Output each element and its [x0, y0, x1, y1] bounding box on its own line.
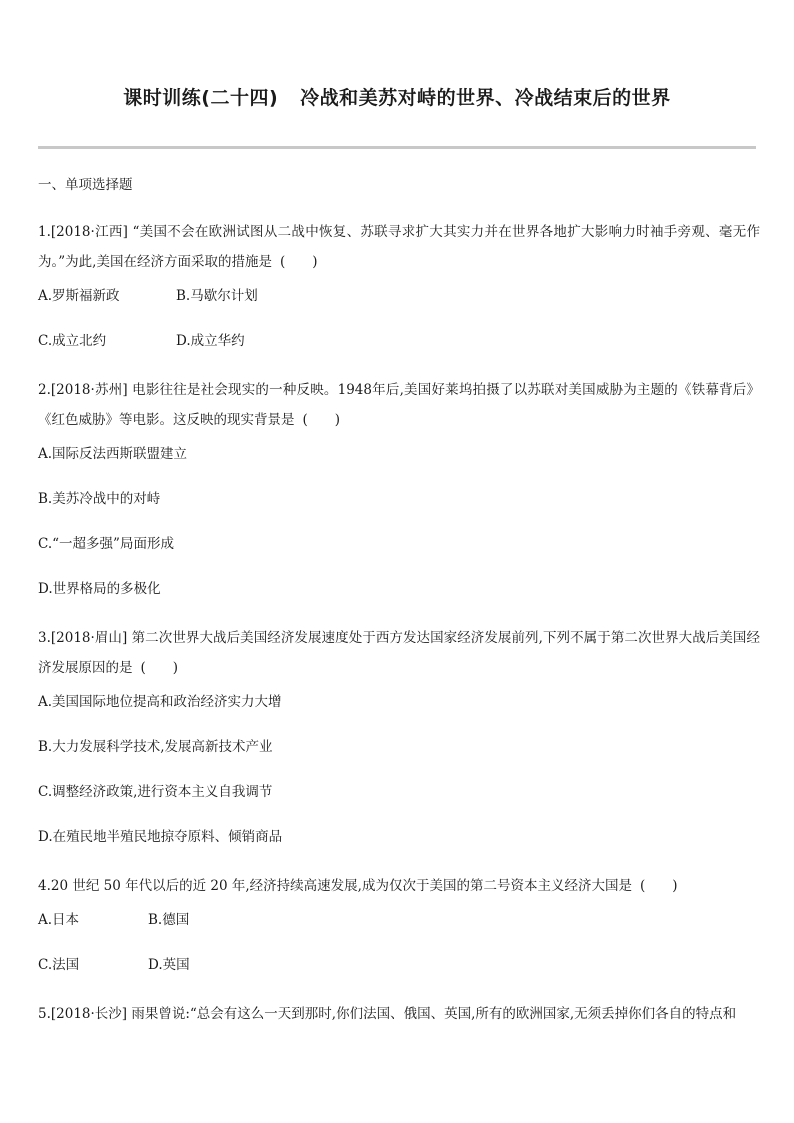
answer-blank: ( ) [140, 660, 179, 676]
question-stem [38, 623, 760, 683]
title-divider [38, 146, 756, 149]
question-stem-text: 2.[2018·苏州] 电影往往是社会现实的一种反映。1948年后,美国好莱坞拍摄了以苏联对美国威胁为主题的《铁幕背后》《红色威胁》等电影。这反映的现实背景是 [38, 382, 760, 428]
answer-blank: ( ) [279, 254, 318, 270]
question-stem-text: 1.[2018·江西] “美国不会在欧洲试图从二战中恢复、苏联寻求扩大其实力并在世界各地扩大影响力时袖手旁观、毫无作为。”为此,美国在经济方面采取的措施是 [38, 224, 760, 270]
option-d[interactable]: D.英国 [148, 957, 190, 973]
option-c[interactable]: C.法国 [38, 957, 80, 973]
question-4 [38, 871, 760, 976]
question-stem [38, 871, 760, 901]
answer-blank: ( ) [639, 878, 678, 894]
option-row [38, 533, 760, 555]
option-row [38, 736, 760, 758]
option-row [38, 691, 760, 713]
option-c[interactable]: C.调整经济政策,进行资本主义自我调节 [38, 784, 273, 800]
question-5 [38, 999, 760, 1029]
option-b[interactable]: B.德国 [148, 912, 190, 928]
question-1 [38, 217, 760, 352]
option-c[interactable]: C.“一超多强”局面形成 [38, 536, 174, 552]
option-b[interactable]: B.马歇尔计划 [176, 288, 258, 304]
option-row [38, 578, 760, 600]
option-row [38, 781, 760, 803]
option-row [38, 443, 760, 465]
option-d[interactable]: D.在殖民地半殖民地掠夺原料、倾销商品 [38, 829, 283, 845]
question-stem [38, 217, 760, 277]
question-stem-text: 4.20 世纪 50 年代以后的近 20 年,经济持续高速发展,成为仅次于美国的第二号资本主义经济大国是 [38, 878, 632, 894]
question-stem-text: 3.[2018·眉山] 第二次世界大战后美国经济发展速度处于西方发达国家经济发展前列,下列不属于第二次世界大战后美国经济发展原因的是 [38, 630, 760, 676]
question-2 [38, 375, 760, 600]
page-title [0, 83, 794, 110]
option-row [38, 954, 760, 976]
section-heading: 一、单项选择题 [38, 177, 133, 193]
option-b[interactable]: B.大力发展科学技术,发展高新技术产业 [38, 739, 273, 755]
answer-blank: ( ) [302, 412, 341, 428]
option-a[interactable]: A.日本 [38, 912, 80, 928]
question-stem [38, 999, 760, 1029]
option-a[interactable]: A.罗斯福新政 [38, 288, 120, 304]
option-b[interactable]: B.美苏冷战中的对峙 [38, 491, 161, 507]
document-body [38, 174, 760, 1037]
option-d[interactable]: D.世界格局的多极化 [38, 581, 161, 597]
option-row [38, 285, 760, 307]
page-title-series: 课时训练(二十四) [123, 87, 279, 109]
page-title-topic: 冷战和美苏对峙的世界、冷战结束后的世界 [300, 87, 671, 109]
question-stem [38, 375, 760, 435]
question-3 [38, 623, 760, 848]
option-c[interactable]: C.成立北约 [38, 333, 107, 349]
option-a[interactable]: A.美国国际地位提高和政治经济实力大增 [38, 694, 282, 710]
option-d[interactable]: D.成立华约 [176, 333, 245, 349]
option-row [38, 826, 760, 848]
option-a[interactable]: A.国际反法西斯联盟建立 [38, 446, 188, 462]
option-row [38, 909, 760, 931]
option-row [38, 330, 760, 352]
question-stem-text: 5.[2018·长沙] 雨果曾说:“总会有这么一天到那时,你们法国、俄国、英国,所有的欧洲国家,无须丢掉你们各自的特点和 [38, 1006, 737, 1022]
option-row [38, 488, 760, 510]
